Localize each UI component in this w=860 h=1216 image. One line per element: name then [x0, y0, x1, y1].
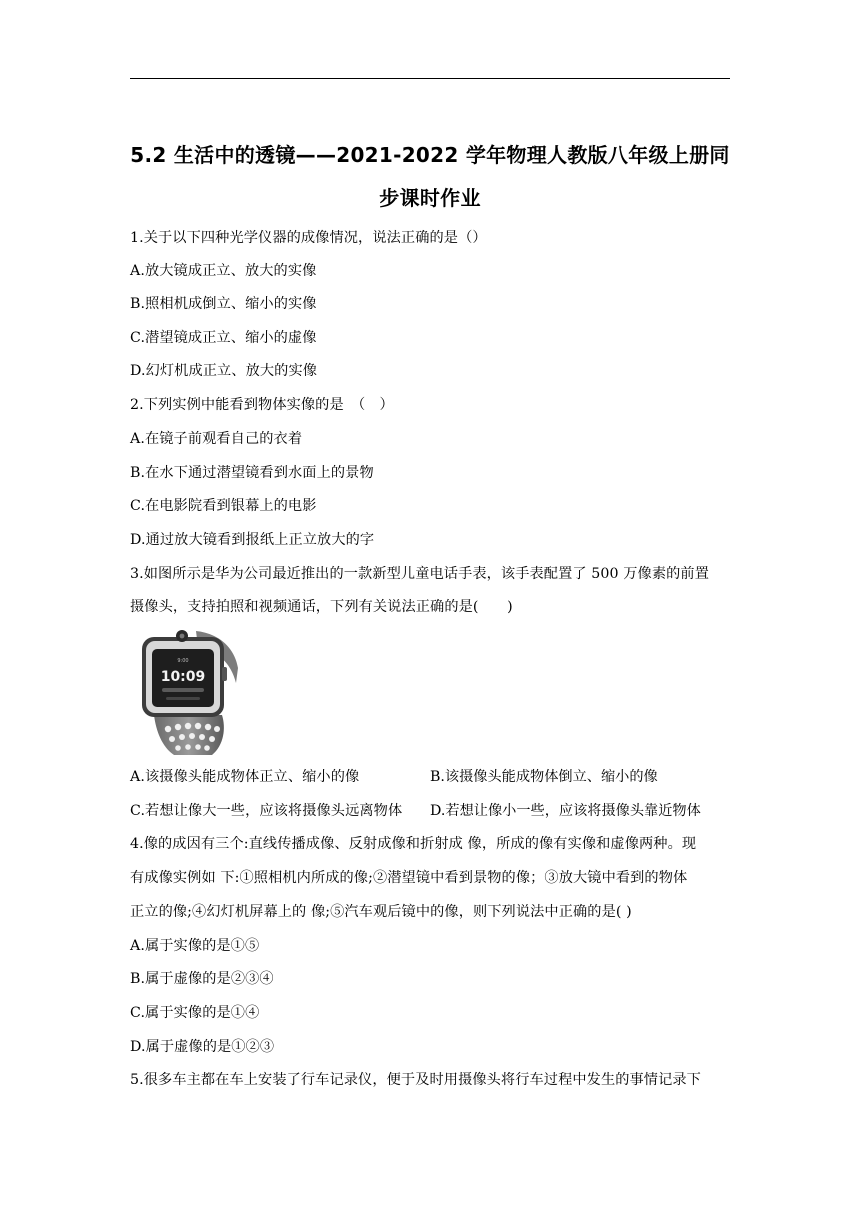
document-title-line2: 步课时作业 — [379, 186, 481, 210]
header-rule — [130, 78, 730, 79]
smartwatch-image — [136, 623, 240, 757]
question-2-stem: 2.下列实例中能看到物体实像的是 （ ） — [130, 397, 394, 413]
question-2-option-b: B.在水下通过潜望镜看到水面上的景物 — [130, 465, 374, 481]
document-title-line1: 5.2 生活中的透镜——2021-2022 学年物理人教版八年级上册同 — [130, 143, 730, 167]
question-3-option-a: A.该摄像头能成物体正立、缩小的像 — [130, 769, 360, 785]
question-2-option-d: D.通过放大镜看到报纸上正立放大的字 — [130, 532, 375, 548]
question-4-stem-line2: 有成像实例如 下:①照相机内所成的像;②潜望镜中看到景物的像；③放大镜中看到的物体 — [130, 870, 688, 886]
question-3-stem-line2: 摄像头，支持拍照和视频通话，下列有关说法正确的是( ) — [130, 599, 513, 615]
question-1-option-c: C.潜望镜成正立、缩小的虚像 — [130, 330, 317, 346]
question-4-option-c: C.属于实像的是①④ — [130, 1005, 260, 1021]
question-3-option-d: D.若想让像小一些，应该将摄像头靠近物体 — [430, 803, 701, 819]
question-3-stem-line1: 3.如图所示是华为公司最近推出的一款新型儿童电话手表，该手表配置了 500 万像素的前置 — [130, 566, 709, 582]
question-4-stem-line3: 正立的像;④幻灯机屏幕上的 像;⑤汽车观后镜中的像，则下列说法中正确的是( ) — [130, 904, 632, 920]
question-1-option-d: D.幻灯机成正立、放大的实像 — [130, 363, 318, 379]
question-2-option-a: A.在镜子前观看自己的衣着 — [130, 431, 303, 447]
question-3-option-b: B.该摄像头能成物体倒立、缩小的像 — [430, 769, 658, 785]
question-1-stem: 1.关于以下四种光学仪器的成像情况，说法正确的是（） — [130, 230, 487, 246]
question-4-option-a: A.属于实像的是①⑤ — [130, 938, 260, 954]
question-2-option-c: C.在电影院看到银幕上的电影 — [130, 498, 317, 514]
question-4-option-d: D.属于虚像的是①②③ — [130, 1039, 275, 1055]
question-5-stem-line1: 5.很多车主都在车上安装了行车记录仪，便于及时用摄像头将行车过程中发生的事情记录下 — [130, 1072, 701, 1088]
watch-time: 10:09 — [160, 669, 206, 685]
svg-text:9:00: 9:00 — [177, 658, 189, 664]
question-1-option-b: B.照相机成倒立、缩小的实像 — [130, 296, 317, 312]
question-3-option-c: C.若想让像大一些，应该将摄像头远离物体 — [130, 803, 403, 819]
question-4-option-b: B.属于虚像的是②③④ — [130, 971, 274, 987]
question-1-option-a: A.放大镜成正立、放大的实像 — [130, 263, 317, 279]
question-4-stem-line1: 4.像的成因有三个:直线传播成像、反射成像和折射成 像，所成的像有实像和虚像两种。现 — [130, 836, 697, 852]
